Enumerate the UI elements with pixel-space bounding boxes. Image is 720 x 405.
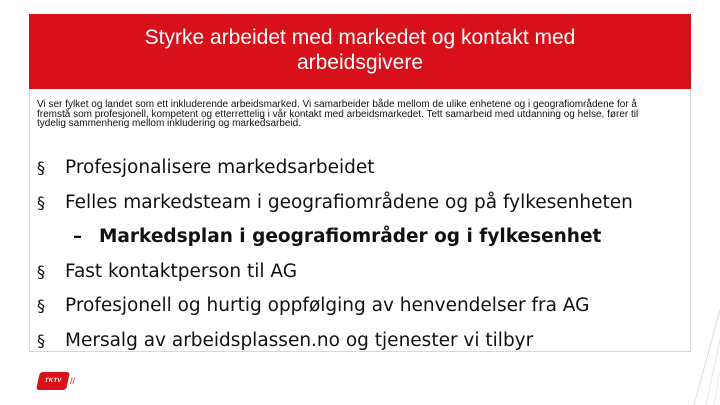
brand-logo — [38, 372, 75, 390]
bullet-item — [37, 255, 687, 290]
bullet-text: Mersalg av arbeidsplassen.no og tjenester vi tilbyr — [65, 329, 534, 351]
bullet-marker: § — [37, 330, 45, 350]
title-bar — [29, 14, 691, 89]
bullet-item — [37, 324, 687, 359]
brand-logo-icon — [36, 372, 70, 390]
bullet-text: Felles markedsteam i geografiområdene og på fylkesenheten — [65, 191, 633, 213]
bullet-marker: § — [37, 261, 45, 281]
bullet-item — [37, 186, 687, 221]
bullet-marker: § — [37, 158, 45, 177]
bullet-text: Fast kontaktperson til AG — [65, 260, 298, 282]
logo-text: TKTV — [43, 378, 63, 384]
bullet-list — [37, 151, 687, 358]
intro-paragraph: Vi ser fylket og landet som ett inkluderende arbeidsmarked. Vi samarbeider både mellom de ulike enhetene og i geografiområdene for å fremstå som profesjonell, kompetent og etterrettelig i vår kontakt med arbeidsmarkedet. Tett samarbeid med utdanning og helse, fører til tydelig sammenheng mellom inkludering og markedsarbeid. — [37, 99, 639, 129]
bullet-marker: § — [37, 192, 45, 212]
bullet-item — [37, 289, 687, 324]
sub-bullet-marker: – — [73, 226, 82, 247]
decorative-line — [714, 370, 720, 405]
bullet-item — [37, 151, 687, 186]
decorative-lines — [680, 300, 720, 405]
logo-slashes: // — [70, 376, 76, 386]
sub-bullet-item — [37, 220, 687, 255]
sub-bullet-text: Markedsplan i geografiområder og i fylkesenhet — [99, 226, 602, 247]
bullet-text: Profesjonell og hurtig oppfølging av henvendelser fra AG — [65, 295, 590, 316]
bullet-text: Profesjonalisere markedsarbeidet — [65, 157, 375, 178]
bullet-marker: § — [37, 296, 45, 315]
slide-title: Styrke arbeidet med markedet og kontakt med arbeidsgivere — [144, 25, 576, 74]
decorative-line — [706, 340, 720, 405]
